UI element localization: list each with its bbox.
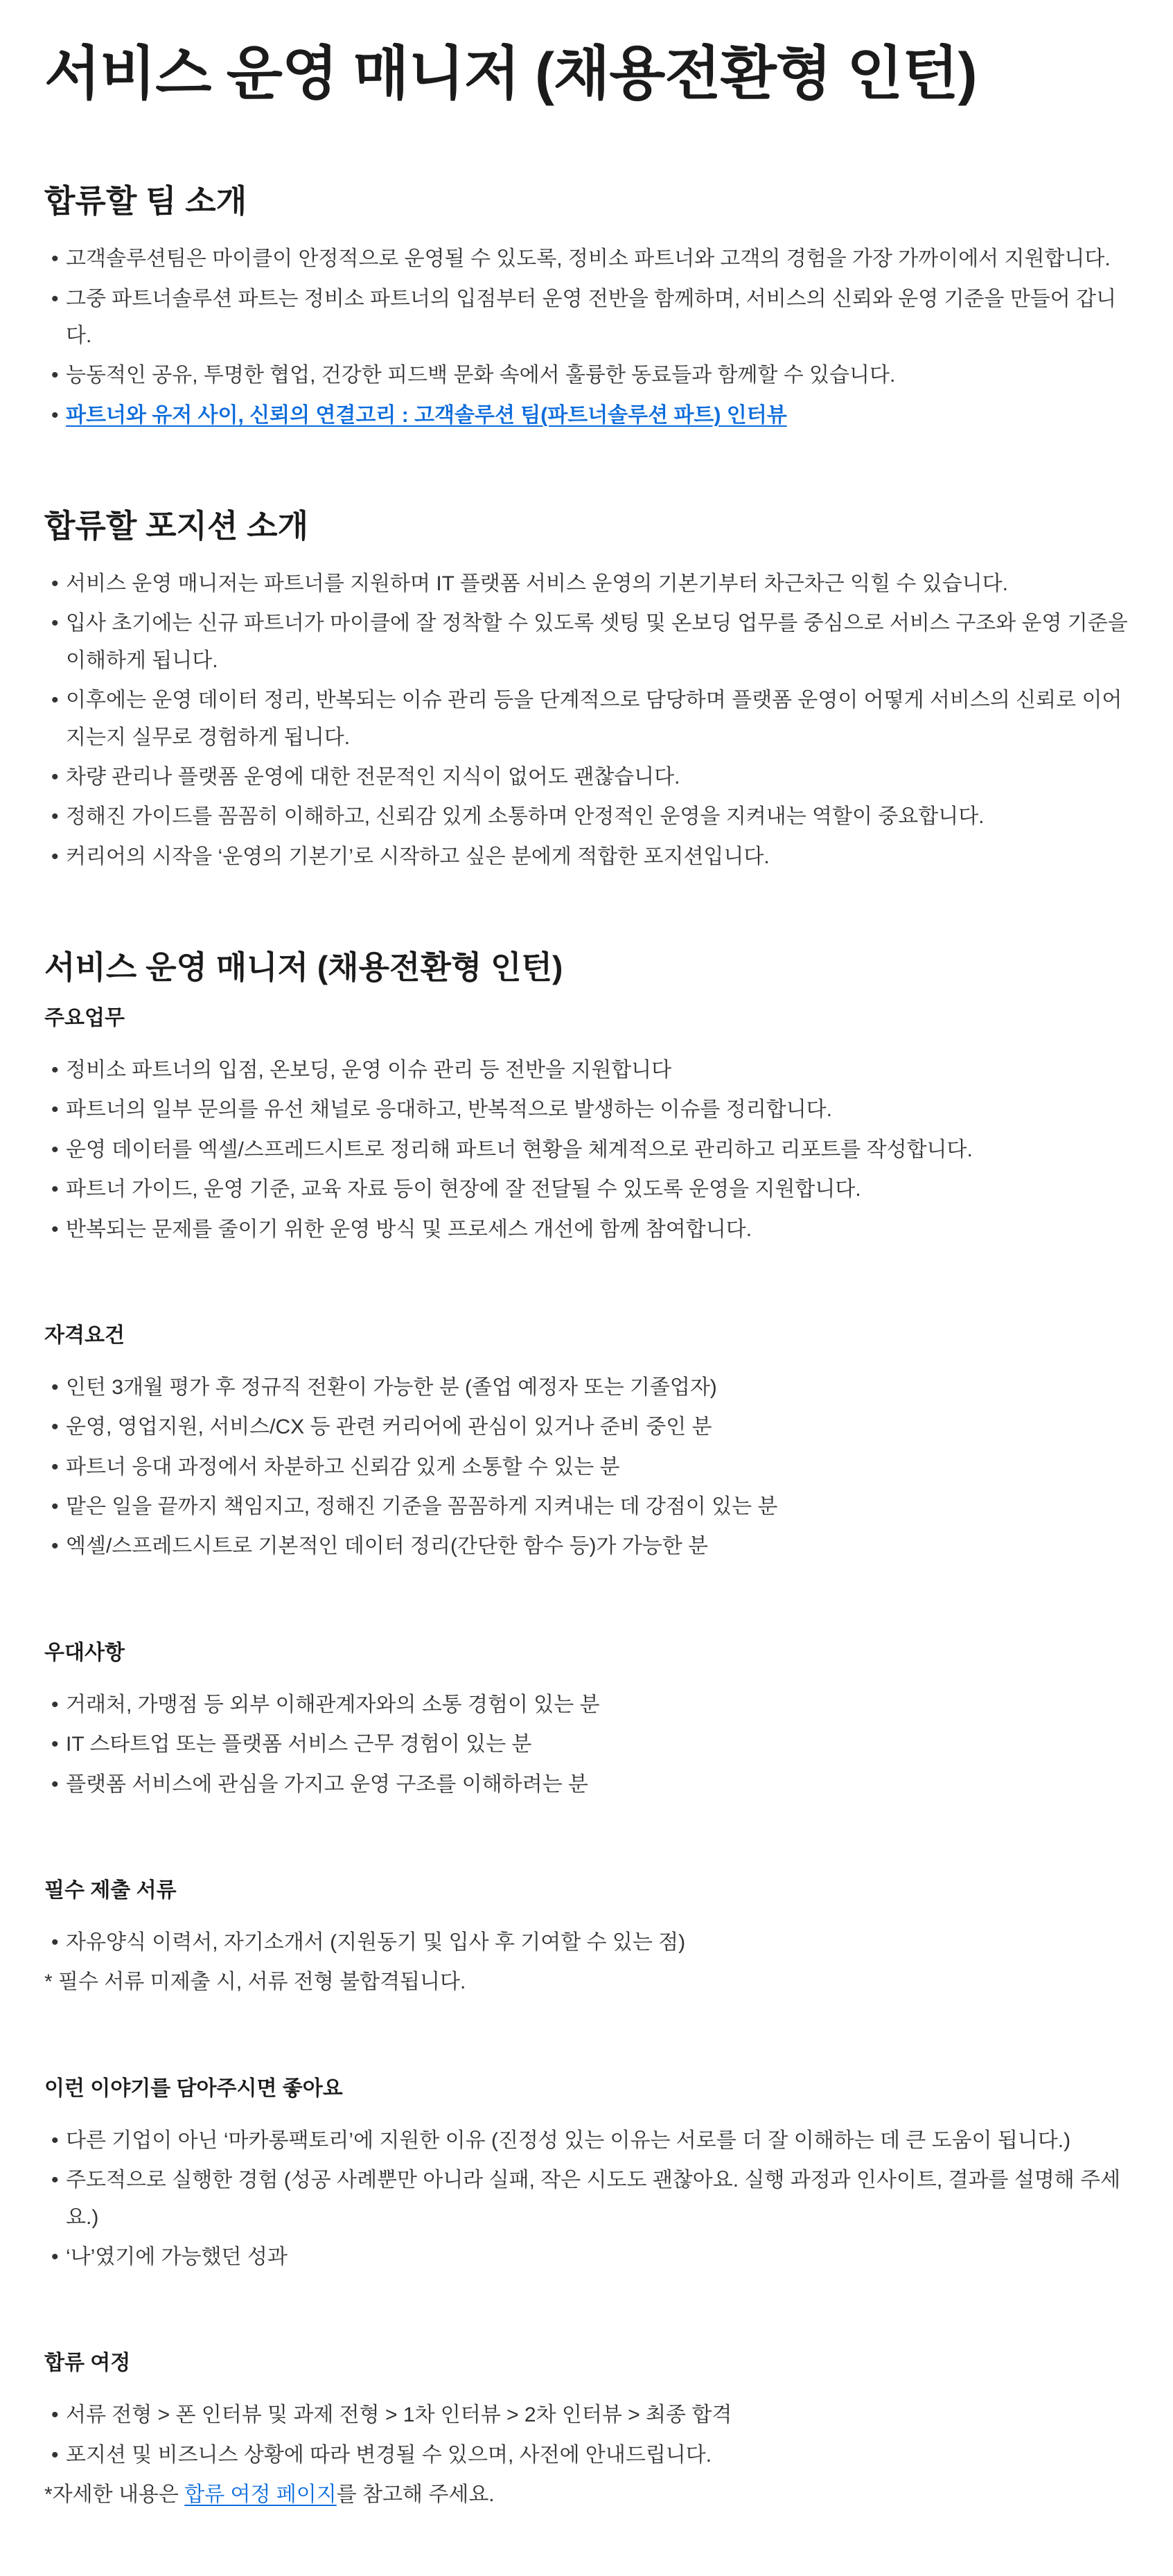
list-item-text: 서류 전형 > 폰 인터뷰 및 과제 전형 > 1차 인터뷰 > 2차 인터뷰 > 최종 합격 [66, 2403, 732, 2427]
list-item-text: 정해진 가이드를 꼼꼼히 이해하고, 신뢰감 있게 소통하며 안정적인 운영을 지켜내는 역할이 중요합니다. [66, 805, 985, 829]
team-intro-list [44, 240, 1134, 434]
list-item-text: 운영 데이터를 엑셀/스프레드시트로 정리해 파트너 현황을 체계적으로 관리하고 리포트를 작성합니다. [66, 1138, 973, 1161]
list-item-text: 반복되는 문제를 줄이기 위한 운영 방식 및 프로세스 개선에 함께 참여합니다. [66, 1217, 752, 1241]
list-item [44, 1409, 1134, 1445]
bullet-icon: • [51, 1138, 59, 1161]
bullet-icon: • [51, 1931, 59, 1955]
team-intro-heading: 합류할 팀 소개 [44, 183, 247, 220]
page-title: 서비스 운영 매니저 (채용전환형 인턴) [44, 41, 977, 106]
list-item-text: 정비소 파트너의 입점, 온보딩, 운영 이슈 관리 등 전반을 지원합니다 [66, 1058, 672, 1082]
story-list [44, 2122, 1134, 2276]
bullet-icon: • [51, 1772, 59, 1796]
list-item-text: 인턴 3개월 평가 후 정규직 전환이 가능한 분 (졸업 예정자 또는 기졸업자) [66, 1375, 717, 1399]
section-position-intro [44, 506, 1134, 875]
list-item-text: 이후에는 운영 데이터 정리, 반복되는 이슈 관리 등을 단계적으로 담당하며 플랫폼 운영이 어떻게 서비스의 신뢰로 이어지는지 실무로 경험하게 됩니다. [66, 689, 1122, 749]
list-item [44, 2162, 1134, 2236]
list-item [44, 2397, 1134, 2433]
list-item [44, 1211, 1134, 1248]
bullet-icon: • [51, 364, 59, 387]
list-item-text: 파트너 가이드, 운영 기준, 교육 자료 등이 현장에 잘 전달될 수 있도록 운영을 지원합니다. [66, 1178, 861, 1201]
section-role-detail [44, 947, 1134, 2513]
list-item [44, 1171, 1134, 1208]
role-heading: 서비스 운영 매니저 (채용전환형 인턴) [44, 949, 563, 986]
list-item [44, 1488, 1134, 1525]
bullet-icon: • [51, 2245, 59, 2268]
list-item-text: 능동적인 공유, 투명한 협업, 건강한 피드백 문화 속에서 훌륭한 동료들과 함께할 수 있습니다. [66, 364, 896, 387]
bullet-icon: • [51, 2169, 59, 2192]
list-item [44, 2239, 1134, 2275]
documents-list [44, 1924, 1134, 1961]
list-item-text: 맡은 일을 끝까지 책임지고, 정해진 기준을 꼼꼼하게 지켜내는 데 강점이 있는 분 [66, 1495, 778, 1519]
story-heading: 이런 이야기를 담아주시면 좋아요 [44, 2076, 343, 2100]
journey-note-suffix: 를 참고해 주세요. [336, 2483, 495, 2507]
list-item-text: IT 스타트업 또는 플랫폼 서비스 근무 경험이 있는 분 [66, 1733, 532, 1756]
list-item [44, 565, 1134, 602]
bullet-icon: • [51, 1535, 59, 1558]
position-intro-list [44, 565, 1134, 875]
main-tasks-list [44, 1052, 1134, 1248]
list-item-text: 운영, 영업지원, 서비스/CX 등 관련 커리어에 관심이 있거나 준비 중인 분 [66, 1415, 712, 1439]
list-item [44, 2437, 1134, 2473]
bullet-icon: • [51, 287, 59, 310]
list-item-text: 주도적으로 실행한 경험 (성공 사례뿐만 아니라 실패, 작은 시도도 괜찮아요. 실행 과정과 인사이트, 결과를 설명해 주세요.) [66, 2169, 1121, 2229]
bullet-icon: • [51, 1693, 59, 1716]
list-item [44, 281, 1134, 355]
list-item-text: 고객솔루션팀은 마이클이 안정적으로 운영될 수 있도록, 정비소 파트너와 고객의 경험을 가장 가까이에서 지원합니다. [66, 247, 1111, 271]
list-item [44, 397, 1134, 434]
list-item-text: 입사 초기에는 신규 파트너가 마이클에 잘 정착할 수 있도록 셋팅 및 온보딩 업무를 중심으로 서비스 구조와 운영 기준을 이해하게 됩니다. [66, 612, 1128, 672]
list-item [44, 759, 1134, 795]
bullet-icon: • [51, 689, 59, 712]
list-item-text: ‘나’였기에 가능했던 성과 [66, 2245, 288, 2268]
bullet-icon: • [51, 2128, 59, 2152]
bullet-icon: • [51, 1375, 59, 1399]
bullet-icon: • [51, 1415, 59, 1439]
list-item [44, 1052, 1134, 1088]
documents-heading: 필수 제출 서류 [44, 1879, 177, 1903]
list-item [44, 1686, 1134, 1723]
list-item-text: 그중 파트너솔루션 파트는 정비소 파트너의 입점부터 운영 전반을 함께하며, 서비스의 신뢰와 운영 기준을 만들어 갑니다. [66, 287, 1117, 348]
list-item [44, 1449, 1134, 1485]
bullet-icon: • [51, 2443, 59, 2467]
position-intro-heading: 합류할 포지션 소개 [44, 508, 309, 545]
list-item-text: 포지션 및 비즈니스 상황에 따라 변경될 수 있으며, 사전에 안내드립니다. [66, 2443, 712, 2467]
journey-list [44, 2397, 1134, 2473]
journey-page-link[interactable]: 합류 여정 페이지 [184, 2483, 337, 2507]
list-item-text: 파트너 응대 과정에서 차분하고 신뢰감 있게 소통할 수 있는 분 [66, 1455, 620, 1479]
list-item [44, 2122, 1134, 2159]
list-item [44, 357, 1134, 394]
bullet-icon: • [51, 2403, 59, 2427]
bullet-icon: • [51, 1178, 59, 1201]
list-item-text: 엑셀/스프레드시트로 기본적인 데이터 정리(간단한 함수 등)가 가능한 분 [66, 1535, 709, 1558]
bullet-icon: • [51, 1495, 59, 1519]
list-item-text: 플랫폼 서비스에 관심을 가지고 운영 구조를 이해하려는 분 [66, 1772, 588, 1796]
documents-note: * 필수 서류 미제출 시, 서류 전형 불합격됩니다. [44, 1970, 466, 1994]
list-item-text: 차량 관리나 플랫폼 운영에 대한 전문적인 지식이 없어도 괜찮습니다. [66, 765, 680, 788]
bullet-icon: • [51, 572, 59, 596]
bullet-icon: • [51, 845, 59, 868]
list-item [44, 240, 1134, 277]
requirements-list [44, 1369, 1134, 1565]
list-item [44, 1924, 1134, 1961]
list-item [44, 605, 1134, 679]
bullet-icon: • [51, 1058, 59, 1082]
bullet-icon: • [51, 403, 59, 427]
bullet-icon: • [51, 1455, 59, 1479]
journey-note-prefix: *자세한 내용은 [44, 2483, 185, 2507]
requirements-heading: 자격요건 [44, 1323, 125, 1347]
list-item-text: 서비스 운영 매니저는 파트너를 지원하며 IT 플랫폼 서비스 운영의 기본기부터 차근차근 익힐 수 있습니다. [66, 572, 1008, 596]
bullet-icon: • [51, 1098, 59, 1122]
bullet-icon: • [51, 765, 59, 788]
bullet-icon: • [51, 805, 59, 829]
list-item [44, 1369, 1134, 1406]
list-item [44, 798, 1134, 835]
list-item-text: 자유양식 이력서, 자기소개서 (지원동기 및 입사 후 기여할 수 있는 점) [66, 1931, 686, 1955]
list-item [44, 1766, 1134, 1803]
team-interview-link[interactable]: 파트너와 유저 사이, 신뢰의 연결고리 : 고객솔루션 팀(파트너솔루션 파트) 인터뷰 [66, 403, 787, 427]
main-tasks-heading: 주요업무 [44, 1006, 125, 1030]
list-item-text: 파트너의 일부 문의를 유선 채널로 응대하고, 반복적으로 발생하는 이슈를 정리합니다. [66, 1098, 832, 1122]
list-item [44, 1131, 1134, 1168]
list-item-text: 다른 기업이 아닌 ‘마카롱팩토리’에 지원한 이유 (진정성 있는 이유는 서로를 더 잘 이해하는 데 큰 도움이 됩니다.) [66, 2128, 1071, 2152]
bullet-icon: • [51, 612, 59, 635]
bullet-icon: • [51, 247, 59, 271]
list-item [44, 682, 1134, 756]
preferred-list [44, 1686, 1134, 1803]
list-item-text: 거래처, 가맹점 등 외부 이해관계자와의 소통 경험이 있는 분 [66, 1693, 600, 1716]
list-item [44, 1091, 1134, 1128]
journey-note [44, 2476, 1134, 2513]
bullet-icon: • [51, 1217, 59, 1241]
bullet-icon: • [51, 1733, 59, 1756]
preferred-heading: 우대사항 [44, 1641, 125, 1664]
list-item [44, 838, 1134, 875]
list-item-text: 커리어의 시작을 ‘운영의 기본기’로 시작하고 싶은 분에게 적합한 포지션입니다. [66, 845, 770, 868]
list-item [44, 1726, 1134, 1763]
list-item [44, 1528, 1134, 1564]
journey-heading: 합류 여정 [44, 2352, 131, 2375]
section-team-intro [44, 181, 1134, 434]
